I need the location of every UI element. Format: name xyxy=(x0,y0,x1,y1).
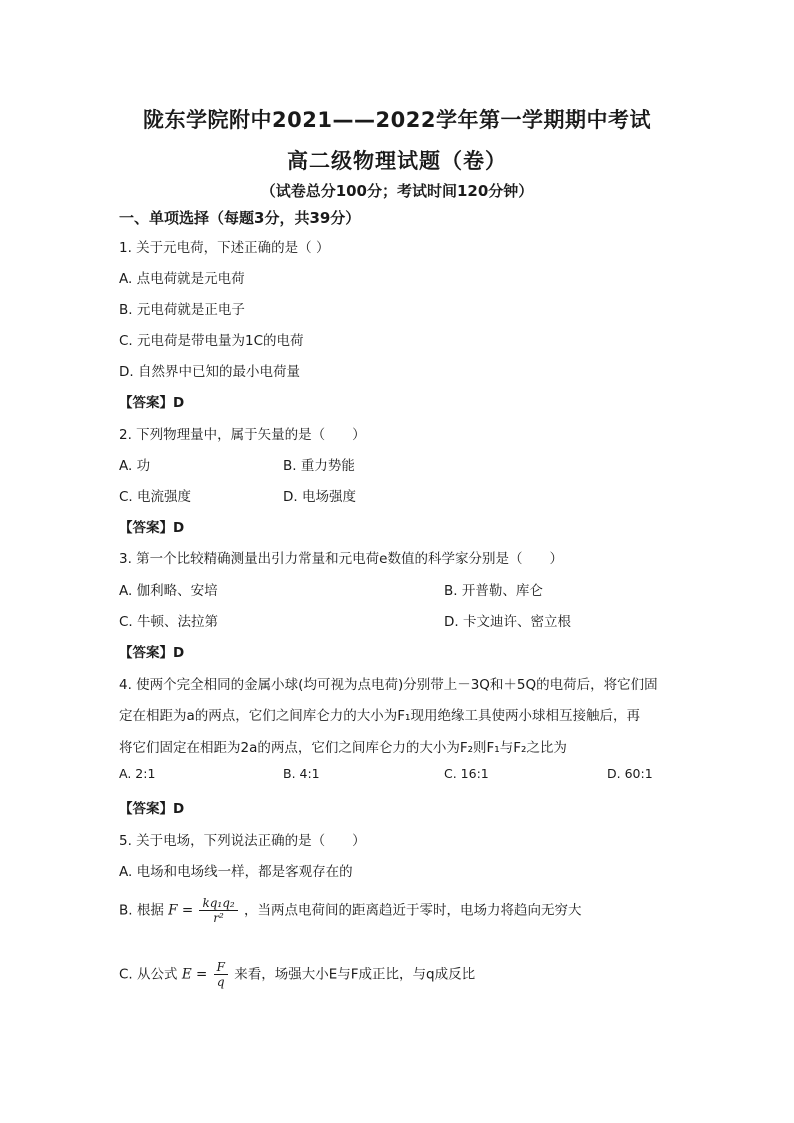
q4-line-1: 4. 使两个完全相同的金属小球(均可视为点电荷)分别带上－3Q和＋5Q的电荷后，将它们固 xyxy=(119,677,658,693)
section-heading: 一、单项选择（每题3分，共39分） xyxy=(119,209,361,227)
q3-answer: 【答案】D xyxy=(119,645,185,661)
fraction-numerator: F xyxy=(214,960,228,975)
q5-option-b-text: ，当两点电荷间的距离趋近于零时，电场力将趋向无穷大 xyxy=(244,902,582,919)
q5-option-a: A. 电场和电场线一样，都是客观存在的 xyxy=(119,864,353,880)
q4-line-3: 将它们固定在相距为2a的两点，它们之间库仑力的大小为F₂则F₁与F₂之比为 xyxy=(119,740,567,756)
q3-stem: 3. 第一个比较精确测量出引力常量和元电荷e数值的科学家分别是（ ） xyxy=(119,551,563,567)
q4-line-2: 定在相距为a的两点，它们之间库仑力的大小为F₁现用绝缘工具使两小球相互接触后，再 xyxy=(119,708,640,724)
q2-option-a: A. 功 xyxy=(119,458,151,474)
q3-option-d: D. 卡文迪许、密立根 xyxy=(444,614,571,630)
q1-option-c: C. 元电荷是带电量为1C的电荷 xyxy=(119,333,304,349)
q4-option-b: B. 4:1 xyxy=(283,766,320,781)
q4-option-d: D. 60:1 xyxy=(607,766,653,781)
coulomb-law-fraction xyxy=(199,896,237,925)
q4-option-a: A. 2:1 xyxy=(119,766,156,781)
q5-option-b xyxy=(119,896,582,925)
q4-answer: 【答案】D xyxy=(119,801,185,817)
q2-option-d: D. 电场强度 xyxy=(283,489,356,505)
fraction-denominator: r² xyxy=(213,911,224,925)
q5-option-c-label: C. 从公式 xyxy=(119,966,178,983)
q5-stem: 5. 关于电场，下列说法正确的是（ ） xyxy=(119,833,366,849)
q1-answer: 【答案】D xyxy=(119,395,185,411)
exam-title: 陇东学院附中2021——2022学年第一学期期中考试 xyxy=(143,108,651,132)
exam-subtitle: 高二级物理试题（卷） xyxy=(287,149,507,173)
q1-option-d: D. 自然界中已知的最小电荷量 xyxy=(119,364,300,380)
q3-option-a: A. 伽利略、安培 xyxy=(119,583,218,599)
q2-answer: 【答案】D xyxy=(119,520,185,536)
q1-option-a: A. 点电荷就是元电荷 xyxy=(119,271,245,287)
q1-stem: 1. 关于元电荷，下述正确的是（ ） xyxy=(119,240,330,256)
q4-option-c: C. 16:1 xyxy=(444,766,489,781)
q2-option-c: C. 电流强度 xyxy=(119,489,192,505)
q3-option-c: C. 牛顿、法拉第 xyxy=(119,614,219,630)
fraction-numerator: kq₁q₂ xyxy=(199,896,237,911)
q5-option-c-text: 来看，场强大小E与F成正比，与q成反比 xyxy=(234,966,476,983)
q5-option-c-formula-lhs: E = xyxy=(181,966,208,983)
exam-note: （试卷总分100分；考试时间120分钟） xyxy=(260,182,534,200)
q2-stem: 2. 下列物理量中，属于矢量的是（ ） xyxy=(119,427,366,443)
q5-option-b-formula-lhs: F = xyxy=(168,902,194,919)
q5-option-b-label: B. 根据 xyxy=(119,902,164,919)
fraction-denominator: q xyxy=(216,975,225,989)
q3-option-b: B. 开普勒、库仑 xyxy=(444,583,543,599)
q2-option-b: B. 重力势能 xyxy=(283,458,355,474)
field-strength-fraction xyxy=(214,960,228,989)
q5-option-c xyxy=(119,960,475,989)
q1-option-b: B. 元电荷就是正电子 xyxy=(119,302,245,318)
